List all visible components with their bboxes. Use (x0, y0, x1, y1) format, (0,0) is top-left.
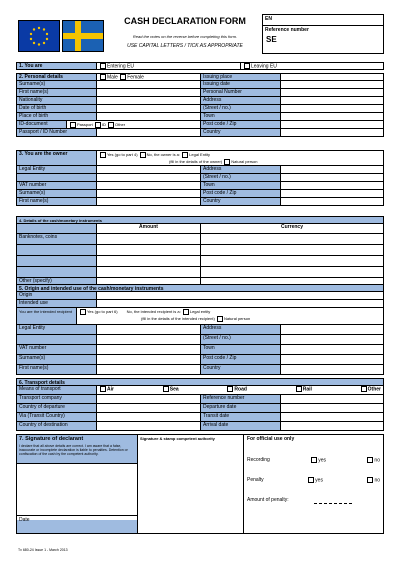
penalty-yes-checkbox[interactable] (308, 477, 314, 483)
other-transport-checkbox[interactable] (361, 386, 367, 392)
owner-street-field[interactable] (281, 174, 383, 181)
flag-eu (18, 20, 60, 52)
currency-field-4[interactable] (201, 267, 383, 277)
recip-street-label: (Street / no.) (201, 335, 281, 344)
official-use-title: For official use only (247, 436, 295, 442)
owner-address-field[interactable] (281, 166, 383, 173)
id-checkbox[interactable] (95, 122, 101, 128)
road-label: Road (234, 386, 247, 393)
country-code: SE (266, 35, 277, 44)
section-4-title: 4. Details of the cash/monetary instruments (16, 216, 384, 224)
official-use-area (244, 435, 383, 533)
owner-surname-field[interactable] (97, 190, 201, 197)
amount-field-1[interactable] (97, 234, 201, 244)
transport-company-label: Transport company (17, 395, 97, 403)
recipient-no-label: No, the intended recipient is a: (126, 309, 181, 314)
street-field[interactable] (281, 105, 383, 112)
form-caps-note: USE CAPITAL LETTERS / TICK AS APPROPRIATE (127, 43, 243, 49)
recipient-legal-checkbox[interactable] (183, 309, 189, 315)
flag-sweden (62, 20, 104, 52)
owner-town-field[interactable] (281, 182, 383, 189)
leaving-label: Leaving EU (251, 63, 277, 69)
section-2 (16, 73, 384, 137)
recip-firstname-field[interactable] (97, 365, 201, 374)
town-field[interactable] (281, 113, 383, 120)
nationality-field[interactable] (97, 97, 201, 104)
banknotes-label: Banknotes, coins (17, 234, 97, 244)
departure-country-label: Country of departure (17, 404, 97, 412)
penalty-no-label: no (374, 477, 380, 484)
recip-town-label: Town (201, 345, 281, 354)
section-5-title: 5. Origin and intended use of the cash/monetary instruments (16, 284, 384, 292)
intended-use-label: Intended use (17, 300, 97, 307)
owner-postcode-field[interactable] (281, 190, 383, 197)
recip-country-label: Country (201, 365, 281, 374)
firstname-field[interactable] (97, 89, 201, 96)
owner-firstname-field[interactable] (97, 198, 201, 205)
sea-label: Sea (169, 386, 179, 393)
cash-row-label-3 (17, 256, 97, 266)
footer-code: Tv 680-24 Issue 1 - March 2013 (18, 548, 68, 552)
recip-vat-label: VAT number (17, 345, 97, 354)
entering-label: Entering EU (107, 63, 134, 69)
passport-number-field[interactable] (97, 129, 201, 136)
stamp-area[interactable]: Signature & stamp competent authority (138, 435, 244, 533)
other-specify-label: Other (specify) (17, 278, 97, 286)
departure-date-label: Departure date (201, 404, 281, 412)
address-field[interactable] (281, 97, 383, 104)
personal-number-field[interactable] (281, 89, 383, 96)
departure-date-field[interactable] (281, 404, 383, 412)
owner-yes-label: Yes (go to part 4) (107, 152, 138, 157)
owner-no-checkbox[interactable] (140, 152, 146, 158)
transit-country-label: Via (Transit Country) (17, 413, 97, 421)
owner-no-label: No, the owner is a: (146, 152, 181, 157)
male-label: Male (107, 74, 118, 80)
form-notes: Read the notes on the reverse before completing this form. (132, 34, 238, 39)
nationality-label: Nationality (17, 97, 97, 104)
section-7-title: 7. Signature of declarant (19, 436, 84, 442)
owner-postcode-label: Post code / Zip (201, 190, 281, 197)
owner-blank-label (17, 174, 97, 181)
currency-field-2[interactable] (201, 245, 383, 255)
owner-yes-checkbox[interactable] (100, 152, 106, 158)
recipient-natural-label: Natural person (223, 316, 251, 321)
owner-legal-label: Legal Entity (189, 152, 211, 157)
penalty-amount-field[interactable] (314, 503, 352, 504)
issuing-date-label: Issuing date (201, 81, 281, 88)
id-document-label: ID-document (17, 121, 67, 128)
dob-label: Date of birth (17, 105, 97, 112)
means-label: Means of transport (17, 386, 97, 394)
amount-field-4[interactable] (97, 267, 201, 277)
owner-address-label: Address (201, 166, 281, 173)
sea-checkbox[interactable] (163, 386, 169, 392)
cash-row-label-2 (17, 245, 97, 255)
recip-postcode-label: Post code / Zip (201, 355, 281, 364)
owner-vat-field[interactable] (97, 182, 201, 189)
recip-town-field[interactable] (281, 345, 383, 354)
recording-no-label: no (374, 457, 380, 464)
section-5 (16, 284, 384, 375)
arrival-date-field[interactable] (281, 422, 383, 430)
town-label: Town (201, 113, 281, 120)
section-6 (16, 378, 384, 431)
id-label: ID (101, 122, 106, 127)
recip-legal-entity-field[interactable] (97, 325, 201, 334)
other-label: Other (115, 122, 126, 127)
recip-blank-field[interactable] (97, 335, 201, 344)
recip-address-field[interactable] (281, 325, 383, 334)
owner-country-label: Country (201, 198, 281, 205)
transit-date-field[interactable] (281, 413, 383, 421)
intended-use-field[interactable] (97, 300, 383, 307)
other-checkbox[interactable] (108, 122, 114, 128)
male-checkbox[interactable] (100, 74, 106, 80)
transport-ref-field[interactable] (281, 395, 383, 403)
destination-country-label: Country of destination (17, 422, 97, 430)
passport-label: Passport (77, 122, 93, 127)
transit-country-field[interactable] (97, 413, 201, 421)
section-1 (16, 62, 384, 70)
owner-blank-field[interactable] (97, 174, 201, 181)
recording-no-checkbox[interactable] (367, 457, 373, 463)
surname-field[interactable] (97, 81, 201, 88)
section-3 (16, 150, 384, 206)
eu-stars-icon (19, 21, 59, 51)
owner-surname-label: Surname(s) (17, 190, 97, 197)
postcode-label: Post code / Zip (201, 121, 281, 128)
recip-firstname-label: First name(s) (17, 365, 97, 374)
issuing-date-field[interactable] (281, 81, 383, 88)
air-label: Air (107, 386, 114, 393)
section-7 (16, 434, 384, 534)
female-checkbox[interactable] (120, 74, 126, 80)
transit-date-label: Transit date (201, 413, 281, 421)
penalty-amount-label: Amount of penalty: (247, 497, 289, 503)
section-3-title: 3. You are the owner (17, 151, 97, 165)
address-label: Address (201, 97, 281, 104)
currency-field-3[interactable] (201, 256, 383, 266)
recip-street-field[interactable] (281, 335, 383, 344)
recip-postcode-field[interactable] (281, 355, 383, 364)
recording-yes-checkbox[interactable] (311, 457, 317, 463)
recording-yes-label: yes (318, 457, 326, 464)
recip-surname-label: Surname(s) (17, 355, 97, 364)
signature-area[interactable] (17, 463, 137, 520)
passport-checkbox[interactable] (70, 122, 76, 128)
section-2-title: 2. Personal details (17, 74, 97, 80)
dob-field[interactable] (97, 105, 201, 112)
air-checkbox[interactable] (100, 386, 106, 392)
language-code: EN (263, 15, 383, 26)
transport-ref-label: Reference number (201, 395, 281, 403)
firstname-label: First name(s) (17, 89, 97, 96)
recipient-label: You are the intended recipient (17, 308, 77, 324)
country-field[interactable] (281, 129, 383, 136)
owner-fill-note: (fill in the details of the owner) (169, 159, 223, 164)
road-checkbox[interactable] (227, 386, 233, 392)
owner-legal-entity-field[interactable] (97, 166, 201, 173)
penalty-yes-label: yes (315, 477, 323, 484)
recip-address-label: Address (201, 325, 281, 334)
country-label: Country (201, 129, 281, 136)
origin-label: Origin (17, 292, 97, 299)
penalty-no-checkbox[interactable] (367, 477, 373, 483)
recipient-yes-label: Yes (go to part 6) (87, 309, 118, 314)
rail-label: Rail (302, 386, 312, 393)
issuing-place-label: Issuing place (201, 74, 281, 80)
issuing-place-field[interactable] (281, 74, 383, 80)
entering-checkbox[interactable] (100, 63, 106, 69)
female-label: Female (127, 74, 144, 80)
recipient-legal-label: Legal entity (189, 309, 211, 314)
recipient-natural-checkbox[interactable] (217, 316, 223, 322)
currency-header: Currency (201, 224, 383, 233)
owner-legal-checkbox[interactable] (182, 152, 188, 158)
postcode-field[interactable] (281, 121, 383, 128)
pob-field[interactable] (97, 113, 201, 120)
recip-country-field[interactable] (281, 365, 383, 374)
recipient-yes-checkbox[interactable] (80, 309, 86, 315)
arrival-date-label: Arrival date (201, 422, 281, 430)
origin-field[interactable] (97, 292, 383, 299)
amount-header: Amount (97, 224, 201, 233)
personal-number-label: Personal Number (201, 89, 281, 96)
form-title: CASH DECLARATION FORM (124, 16, 246, 26)
departure-country-field[interactable] (97, 404, 201, 412)
reference-label: Reference number (265, 27, 309, 33)
cash-row-label-4 (17, 267, 97, 277)
declaration-text: I declare that all above details are correct. I am aware that a false, inaccurate or incomplete declaration is liable to penalties. Detention or confiscation of the cash by the competent authority. (19, 444, 128, 456)
recip-vat-field[interactable] (97, 345, 201, 354)
amount-field-2[interactable] (97, 245, 201, 255)
currency-field-1[interactable] (201, 234, 383, 244)
owner-street-label: (Street / no.) (201, 174, 281, 181)
owner-natural-checkbox[interactable] (224, 159, 230, 165)
pob-label: Place of birth (17, 113, 97, 120)
recipient-fill-note: (fill in the details of the intended recipient) (141, 316, 215, 321)
recip-legal-entity-label: Legal Entity (17, 325, 97, 334)
owner-legal-entity-label: Legal Entity (17, 166, 97, 173)
owner-natural-label: Natural person (231, 159, 258, 164)
recording-label: Recording (247, 457, 270, 463)
owner-country-field[interactable] (281, 198, 383, 205)
recip-surname-field[interactable] (97, 355, 201, 364)
street-label: (Street / no.) (201, 105, 281, 112)
passport-number-label: Passport / ID Number (17, 129, 97, 136)
surname-label: Surname(s) (17, 81, 97, 88)
recip-blank-label (17, 335, 97, 344)
section-6-title: 6. Transport details (16, 378, 384, 386)
section-4 (16, 216, 384, 287)
transport-company-field[interactable] (97, 395, 201, 403)
owner-town-label: Town (201, 182, 281, 189)
other-transport-label: Other (367, 386, 381, 393)
penalty-label: Penalty (247, 477, 264, 483)
owner-vat-label: VAT number (17, 182, 97, 189)
section-1-title: 1. You are (17, 63, 97, 69)
date-label: Date (17, 515, 137, 533)
rail-checkbox[interactable] (296, 386, 302, 392)
destination-country-field[interactable] (97, 422, 201, 430)
header-box (262, 14, 384, 54)
leaving-checkbox[interactable] (244, 63, 250, 69)
owner-firstname-label: First name(s) (17, 198, 97, 205)
amount-field-3[interactable] (97, 256, 201, 266)
